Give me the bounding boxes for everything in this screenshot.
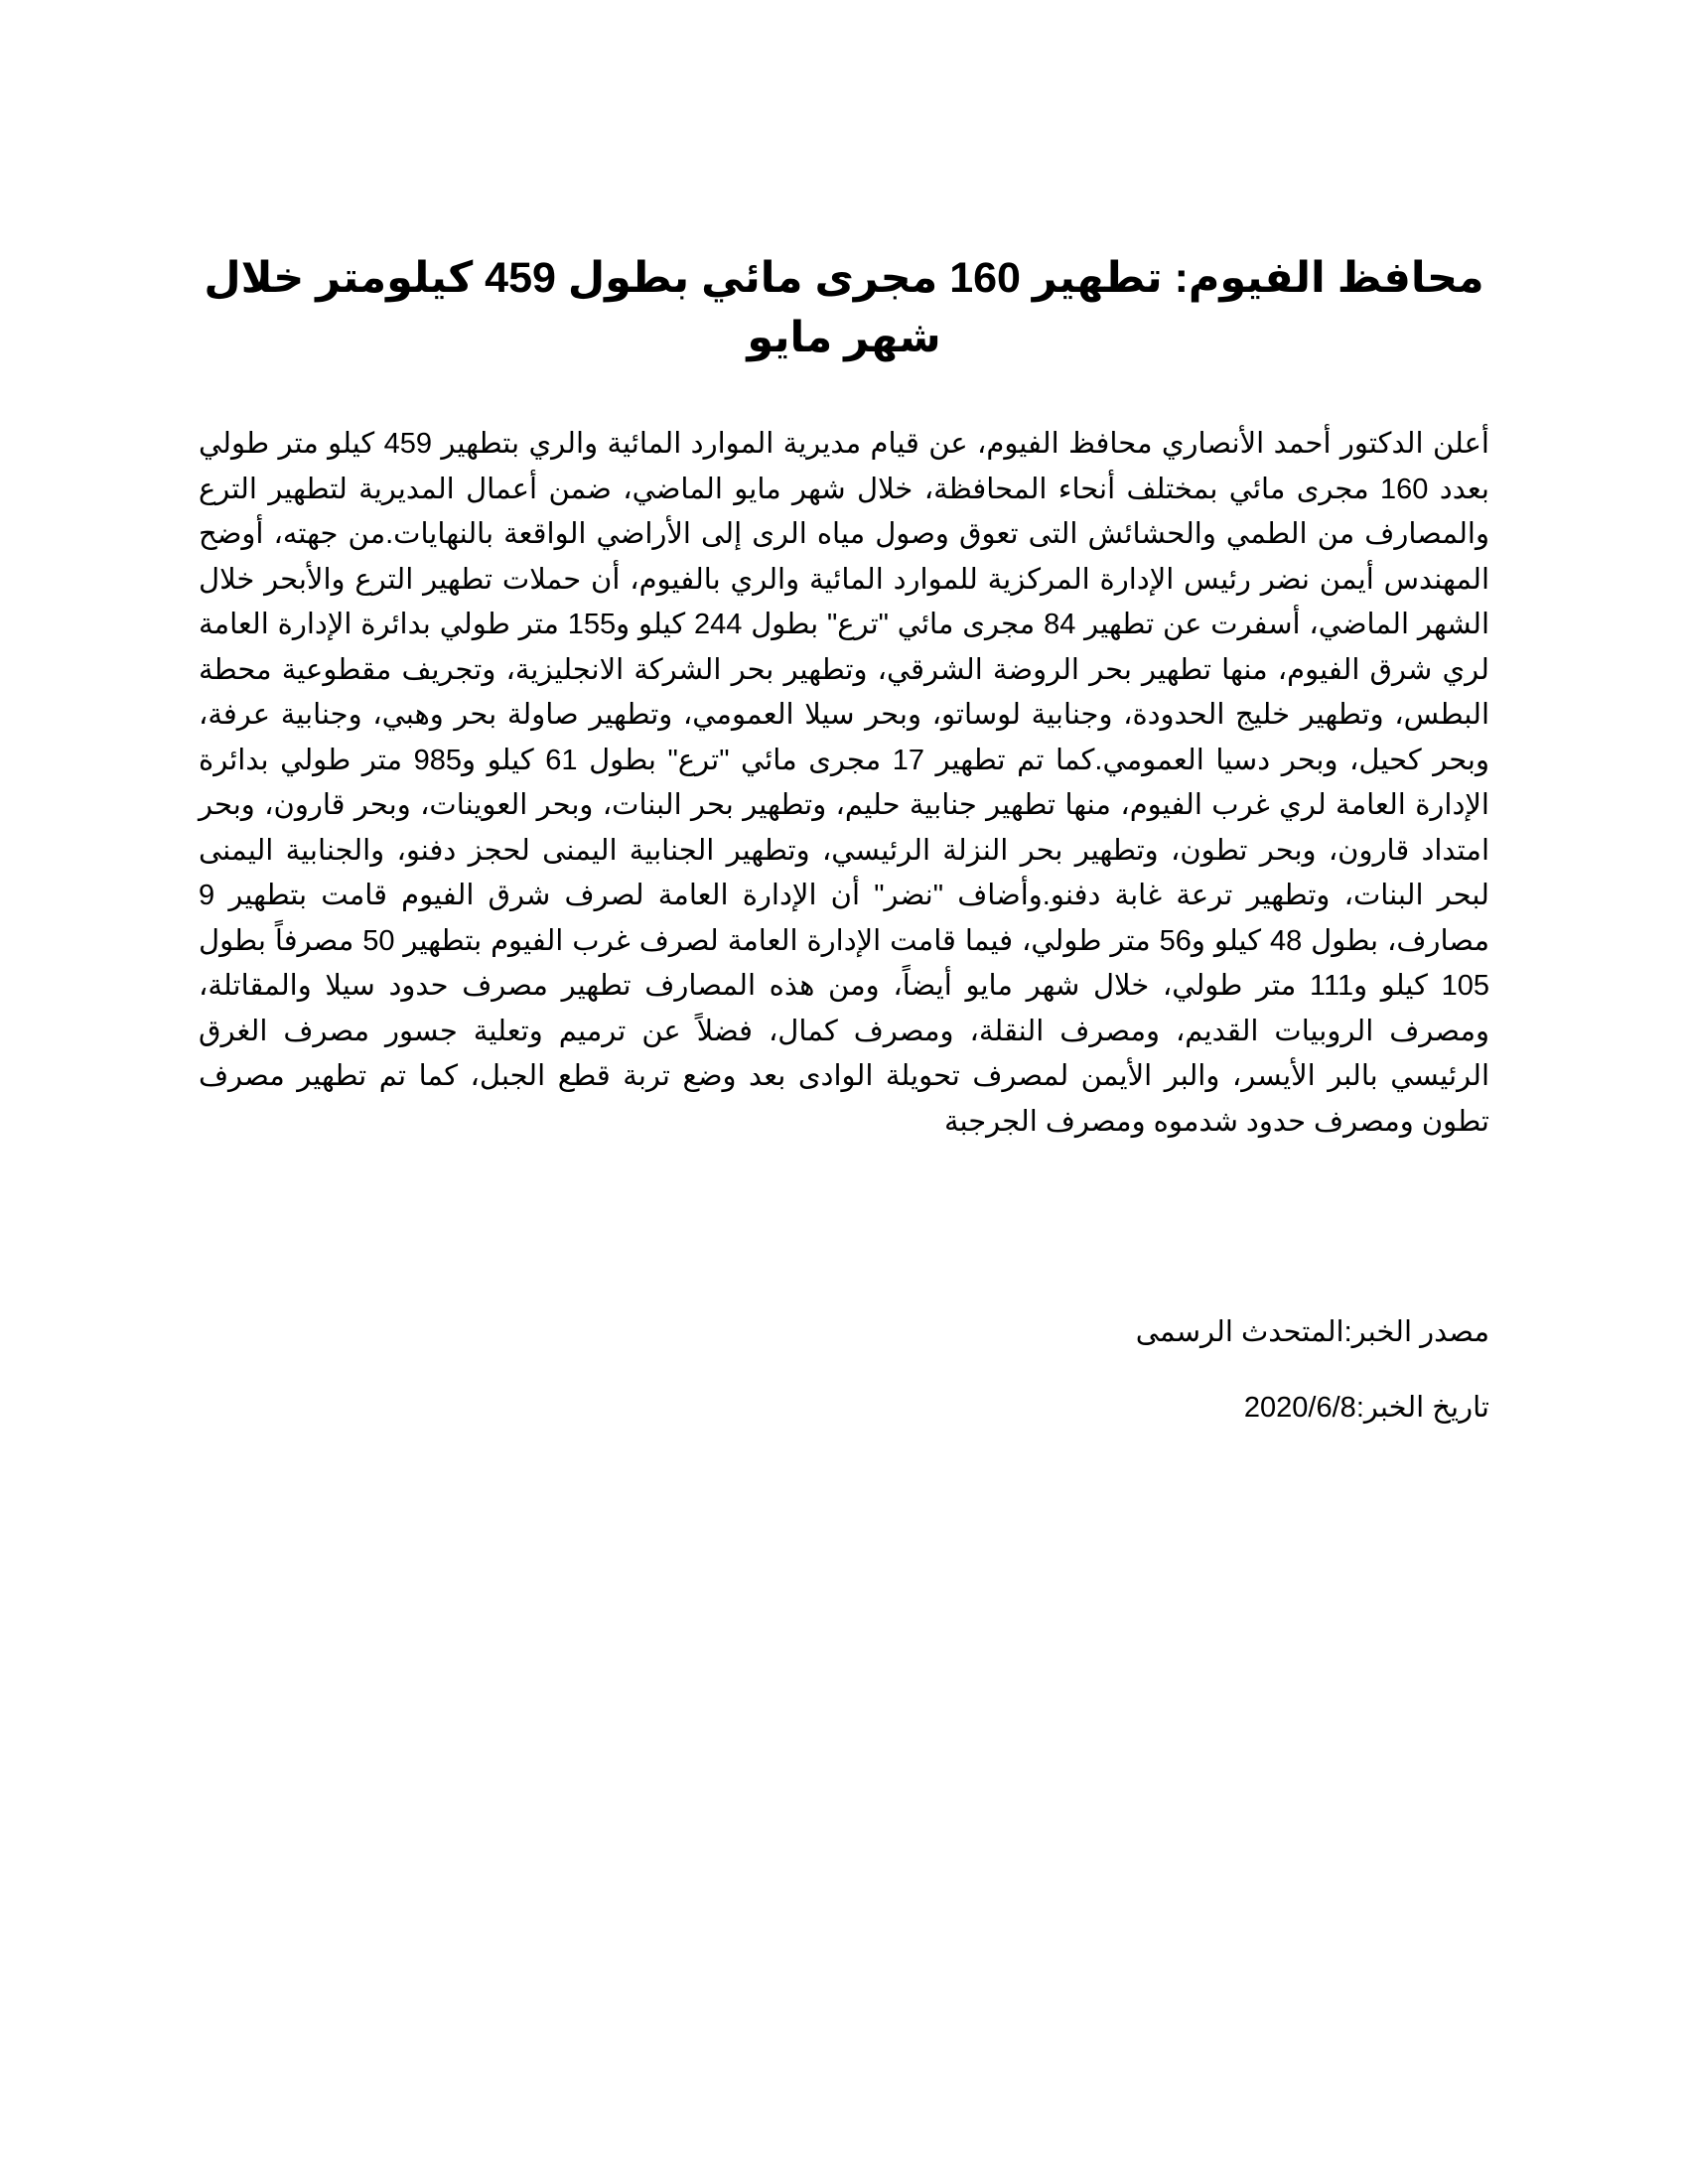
- article-body: أعلن الدكتور أحمد الأنصاري محافظ الفيوم، عن قيام مديرية الموارد المائية والري بتطهير 459 كيلو متر طولي بعدد 160 مجرى مائي بمختلف أنحاء المحافظة، خلال شهر مايو الماضي، ضمن أعمال المديرية لتطهير الترع والمصارف من الطمي والحشائش التى تعوق وصول مياه الرى إلى الأراضي الواقعة بالنهايات.من جهته، أوضح المهندس أيمن نضر رئيس الإدارة المركزية للموارد المائية والري بالفيوم، أن حملات تطهير الترع والأبحر خلال الشهر الماضي، أسفرت عن تطهير 84 مجرى مائي "ترع" بطول 244 كيلو و155 متر طولي بدائرة الإدارة العامة لري شرق الفيوم، منها تطهير بحر الروضة الشرقي، وتطهير بحر الشركة الانجليزية، وتجريف مقطوعية محطة البطس، وتطهير خليج الحدودة، وجنابية لوساتو، وبحر سيلا العمومي، وتطهير صاولة بحر وهبي، وجنابية عرفة، وبحر كحيل، وبحر دسيا العمومي.كما تم تطهير 17 مجرى مائي "ترع" بطول 61 كيلو و985 متر طولي بدائرة الإدارة العامة لري غرب الفيوم، منها تطهير جنابية حليم، وتطهير بحر البنات، وبحر العوينات، وبحر قارون، وبحر امتداد قارون، وبحر تطون، وتطهير بحر النزلة الرئيسي، وتطهير الجنابية اليمنى لحجز دفنو، والجنابية اليمنى لبحر البنات، وتطهير ترعة غابة دفنو.وأضاف "نضر" أن الإدارة العامة لصرف شرق الفيوم قامت بتطهير 9 مصارف، بطول 48 كيلو و56 متر طولي، فيما قامت الإدارة العامة لصرف غرب الفيوم بتطهير 50 مصرفاً بطول 105 كيلو و111 متر طولي، خلال شهر مايو أيضاً، ومن هذه المصارف تطهير مصرف حدود سيلا والمقاتلة، ومصرف الروبيات القديم، ومصرف النقلة، ومصرف كمال، فضلاً عن ترميم وتعلية جسور مصرف الغرق الرئيسي بالبر الأيسر، والبر الأيمن لمصرف تحويلة الوادى بعد وضع تربة قطع الجبل، كما تم تطهير مصرف تطون ومصرف حدود شدموه ومصرف الجرجبة: [199, 428, 1490, 1138]
- news-date-line: تاريخ الخبر:2020/6/8: [1243, 1392, 1489, 1424]
- news-source-line: مصدر الخبر:المتحدث الرسمى: [1135, 1316, 1489, 1348]
- article-title: محافظ الفيوم: تطهير 160 مجرى مائي بطول 459 كيلومتر خلال شهر مايو: [204, 254, 1484, 361]
